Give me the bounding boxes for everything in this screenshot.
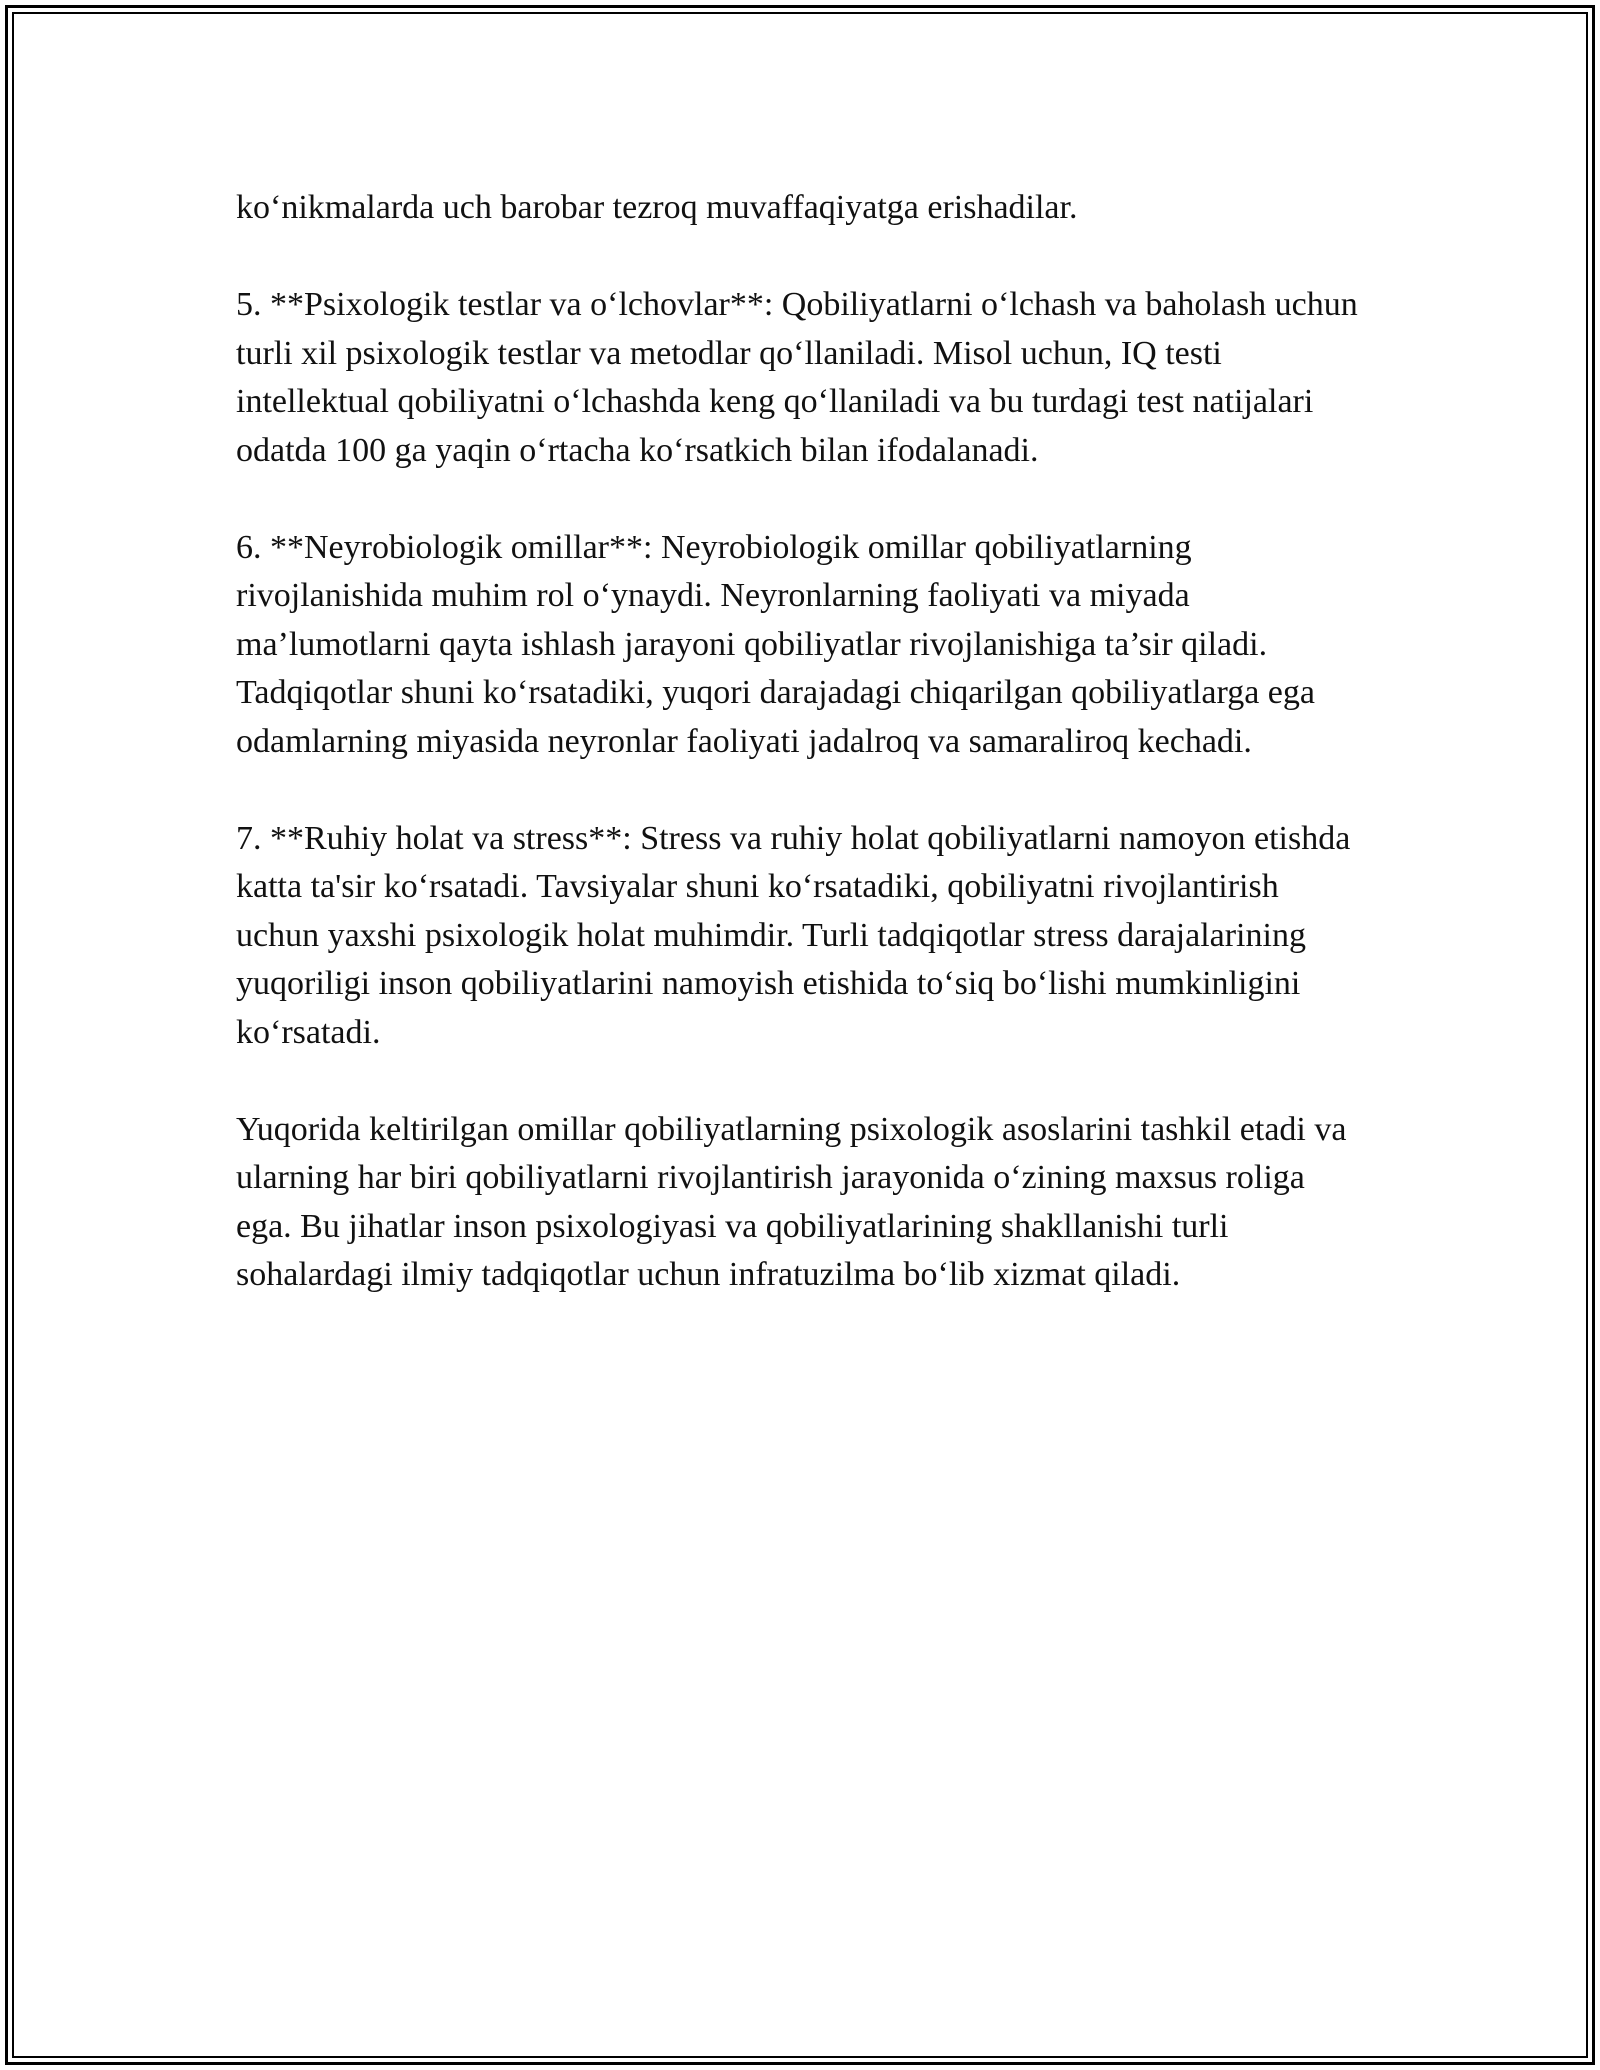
- paragraph-psychological-tests: 5. **Psixologik testlar va o‘lchovlar**: Qobiliyatlarni o‘lchash va baholash uchun turli xil psixologik testlar va metodlar qo‘llaniladi. Misol uchun, IQ testi intellektual qobiliyatni o‘lchashda keng qo‘llaniladi va bu turdagi test natijalari odatda 100 ga yaqin o‘rtacha ko‘rsatkich bilan ifodalanadi.: [236, 286, 1358, 469]
- document-body: [236, 184, 1366, 1300]
- paragraph-mental-state-stress: 7. **Ruhiy holat va stress**: Stress va ruhiy holat qobiliyatlarni namoyon etishda katta ta'sir ko‘rsatadi. Tavsiyalar shuni ko‘rsatadiki, qobiliyatni rivojlantirish uchun yaxshi psixologik holat muhimdir. Turli tadqiqotlar stress darajalarining yuqoriligi inson qobiliyatlarini namoyish etishida to‘siq bo‘lishi mumkinligini ko‘rsatadi.: [236, 819, 1351, 1051]
- paragraph-neurobiological-factors: 6. **Neyrobiologik omillar**: Neyrobiologik omillar qobiliyatlarning rivojlanishida muhim rol o‘ynaydi. Neyronlarning faoliyati va miyada ma’lumotlarni qayta ishlash jarayoni qobiliyatlar rivojlanishiga ta’sir qiladi. Tadqiqotlar shuni ko‘rsatadiki, yuqori darajadagi chiqarilgan qobiliyatlarga ega odamlarning miyasida neyronlar faoliyati jadalroq va samaraliroq kechadi.: [236, 528, 1315, 760]
- paragraph-continuation: ko‘nikmalarda uch barobar tezroq muvaffaqiyatga erishadilar.: [236, 189, 1078, 226]
- paragraph-conclusion: Yuqorida keltirilgan omillar qobiliyatlarning psixologik asoslarini tashkil etadi va ularning har biri qobiliyatlarni rivojlantirish jarayonida o‘zining maxsus roliga ega. Bu jihatlar inson psixologiyasi va qobiliyatlarining shakllanishi turli sohalardagi ilmiy tadqiqotlar uchun infratuzilma bo‘lib xizmat qiladi.: [236, 1110, 1347, 1293]
